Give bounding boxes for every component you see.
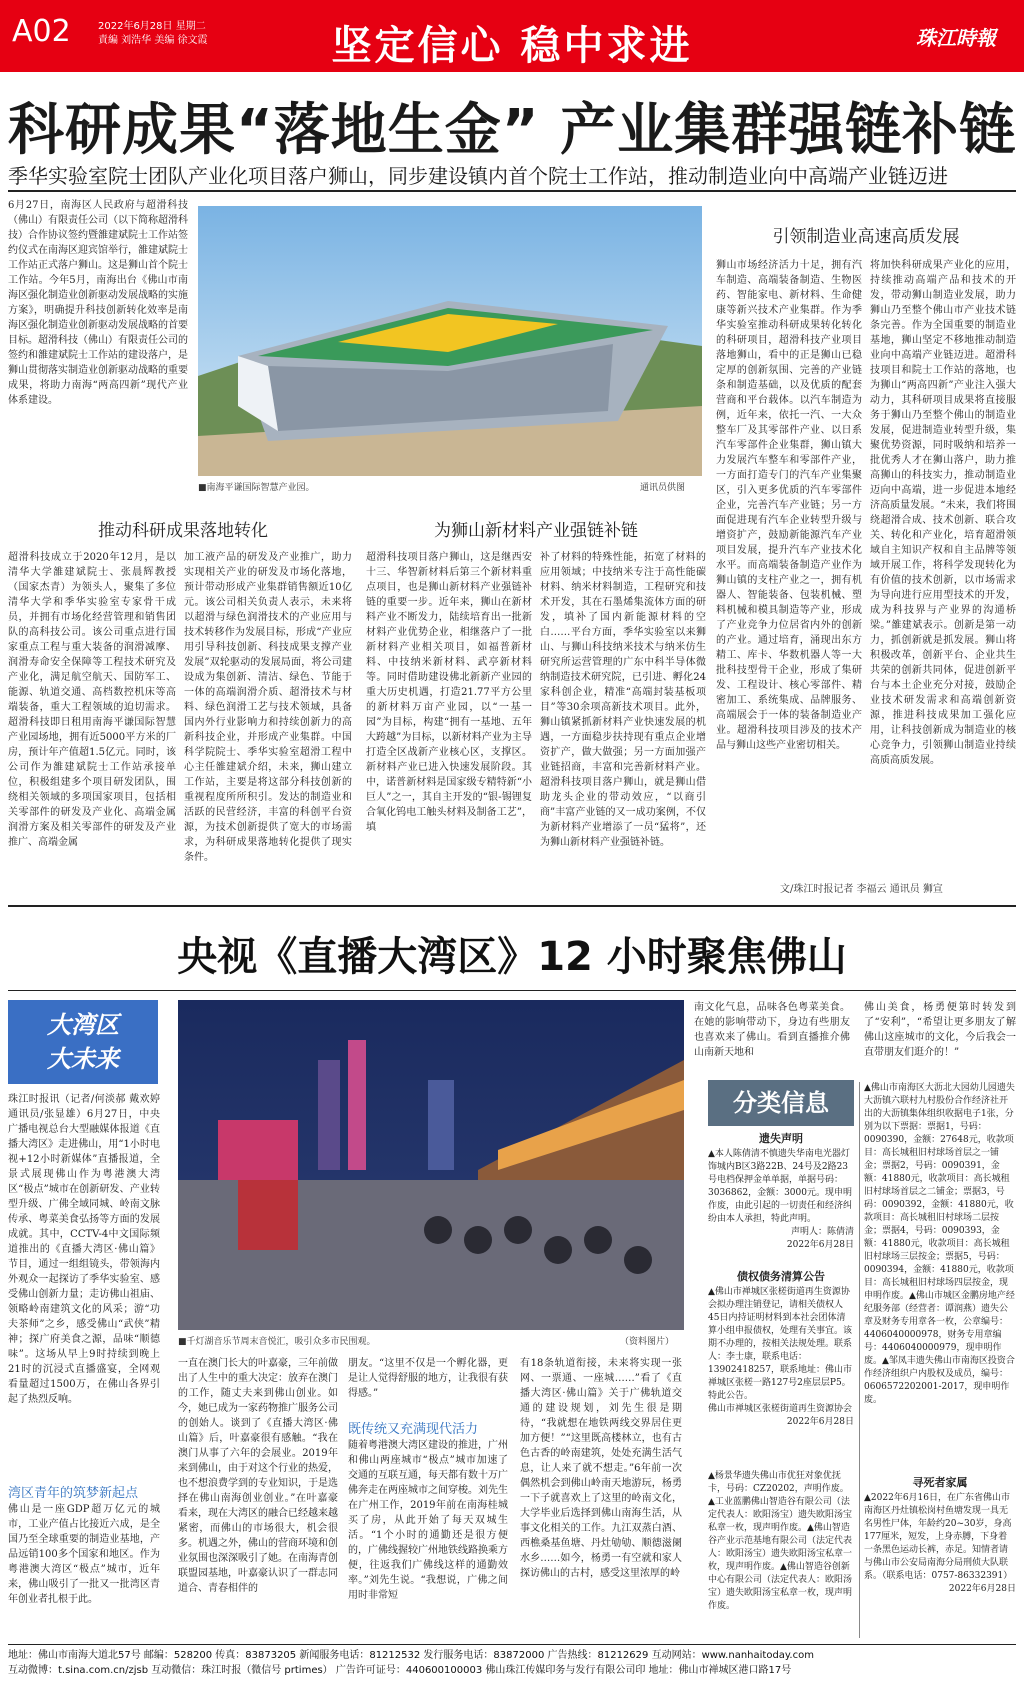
body-text: 将加快科研成果产业化的应用，持续推动高端产品和技术的开发，带动狮山制造业发展，助力狮山乃至整个佛山市产业技术链条完善。作为全国重要的制造业基地，狮山坚定不移地推动制造业向中高端产业链迈进。超滑科技项目和院士工作站的落地，也为狮山“两高四新”产业注入强大动力，其科研项目成果将直接服务于狮山乃至整个佛山的制造业发展，促进制造业转型升级，集聚优势资源，同时吸纳和培养一批优秀人才在狮山落户，助力推高狮山的科技实力，推动制造业迈向中高端，进一步促进本地经济高质量发展。“未来，我们将围绕超滑合成、技术创新、联合攻关、转化和产业化，培育超滑领域自主知识产权和自主品牌等领域开展工作，将科学发现转化为有价值的技术创新，以市场需求为导向进行应用型技术的开发，成为科技界与产业界的沟通桥梁。”雒建斌表示。创新是第一动力，抓创新就是抓发展。狮山将积极改革，创新平台、企业共生共荣的创新共同体，促进创新平台与本土企业充分对接，鼓励企业技术研发需求和高端创新资源，推进科技成果加工强化应用，让科技创新成为制造业的核心竞争力，引领狮山制造业持续高质高质发展。: [870, 260, 1016, 766]
divider: [8, 990, 1016, 991]
masthead: [0, 0, 1024, 72]
section-subtitle: 既传统又充满现代活力: [348, 1422, 479, 1437]
ad-date: 2022年6月28日: [948, 1584, 1016, 1594]
photo-credit: 通讯员供图: [640, 483, 686, 493]
section-subtitle: 湾区青年的筑梦新起点: [8, 1486, 139, 1501]
column-badge: [8, 1000, 158, 1084]
column-divider: [859, 1082, 860, 1638]
building-photo: [198, 206, 702, 476]
body-text: 补了材料的特殊性能，拓宽了材料的应用领域；中技纳米专注于高性能碳材料、纳米材料制造，工程研究和技术开发，其在石墨烯集流体方面的研发，填补了国内新能源材料的空白……平台方面，季华实验室以来狮山、与狮山科技纳米技术与纳米仿生研究所运营管理的广东中科半导体微纳制造技术研究院，已引进、孵化24家科创企业，精准“高端封装基板项目”等30余项高新技术项目。此外，狮山镇紧抓新材料产业快速发展的机遇，一方面稳步扶持现有重点企业增资扩产，做大做强；另一方面加强产业链招商，丰富和完善新材料产业。超滑科技项目落户狮山，就是狮山借助龙头企业的带动效应，“以商引商”丰富产业链的又一成功案例，不仅为新材料产业增添了一员“猛将”，还为狮山新材料产业强链补链。: [540, 552, 706, 848]
section-title: 推动科研成果落地转化: [98, 521, 268, 541]
section-slogan: 坚定信心 稳中求进: [331, 23, 693, 69]
photo-credit: （资料图片）: [620, 1337, 675, 1347]
classified-ad: [864, 1082, 1016, 1470]
classifieds-title: 分类信息: [708, 1080, 854, 1126]
body-text: 超滑科技成立于2020年12月，是以清华大学雒建斌院士、张晨辉教授（国家杰青）为领头人，聚集了多位清华大学和季华实验室专家骨干成员，并拥有市场化经营管理和销售团队的高科技公司。该公司重点进行国家重点工程与重大装备的润滑减摩、润滑寿命安全保障等工程技术研究及产业化，满足航空航天、国防军工、能源、轨道交通、高档数控机床等高端装备，重大工程领域的迫切需求。超滑科技即日租用南海平谦国际智慧产业园场地，拥有近5000平方米的厂房，预计年产值超1.5亿元。同时，该公司作为雒建斌院士工作站承接单位，积极组建多个项目研发团队，围绕相关领域的多项国家项目，包括相关零部件的研发及产业化、高端金属润滑方案及相关零部件的研发及产业推广、高端金属: [8, 552, 176, 848]
section-title: 为狮山新材料产业强链补链: [434, 521, 638, 541]
divider: [8, 905, 1016, 907]
building-illustration: [198, 206, 702, 476]
ad-body: ▲佛山市南海区大沥北大园幼儿园遗失大沥镇六联村九村股份合作经济社开出的大沥镇集体组织收据电子1张，分别为以下票据：票据1，号码：0090390，金额：27648元，收款项目：高长城租旧村球场首层之一铺金；票据2，号码：0090391，金额：41880元，收款项目：高长城租旧村球场首层之二铺金；票据3，号码：0090392，金额：41880元，收款项目：高长城租旧村球场二层按金；票据4，号码：0090393，金额：41880元，收款项目：高长城租旧村球场三层按金；票据5，号码：0090394，金额：41880元，收款项目：高长城租旧村球场四层按金，现申明作废。▲佛山市城区金鹏房地产经纪服务部（经营者：谭润燕）遗失公章及财务专用章各一枚，公章编号：4406040000978，财务专用章编号：4406040000979，现申明作废。▲邹凤丰遗失佛山市南海区投资合作经济组织户内股权及成员，编号：0606572202001-2017，现申明作废。: [864, 1083, 1015, 1405]
classified-ad: [864, 1476, 1016, 1640]
body-text: 珠江时报讯（记者/何淡郝 戴欢婷 通讯员/张显雄）6月27日，中央广播电视总台大型融媒体报道《直播大湾区》走进佛山，用“1小时电视+12小时新媒体”直播报道，全景式展现佛山作为粤港澳大湾区“极点”城市在创新研发、产业转型升级、广佛全域同城、岭南文脉传承、粤菜美食弘扬等方面的发展成就。其中，CCTV-4中文国际频道推出的《直播大湾区·佛山篇》节目，通过一组组镜头，带领海内外观众一起探访了季华实验室、感受佛山创新力量；走访佛山祖庙、领略岭南建筑文化的风采；游“功夫茶师”之乡，感受佛山“武侠”精神；探广府美食之源，品味“顺德味”。这场从早上9时持续到晚上21时的沉浸式直播盛宴，全网观看量超过1500万，在佛山各界引起了热烈反响。: [8, 1094, 160, 1405]
ad-title: 债权债务清算公告: [737, 1270, 825, 1283]
footer: [8, 1648, 1016, 1678]
body-text: 佛山美食，杨勇便第时转发到了“安利”，“希望让更多朋友了解佛山这座城市的文化，今后我会一直带朋友们逛介的！”: [864, 1002, 1016, 1058]
body-text: 加工液产品的研发及产业推广，助力实现相关产业的研发及市场化落地，预计带动形成产业集群销售额近10亿元。该公司相关负责人表示，未来将以超滑与绿色润滑技术的产业应用与技术转移作为发展目标，形成“产业应用引导科技创新、科技成果支撑产业发展”双轮驱动的发展局面，将公司建设成为集创新、清洁、绿色、节能于一体的高端润滑介质、超滑技术与材料、绿色润滑工艺与技术领域，具备国内外行业影响力和持续创新力的高新科技企业，并形成产业集群。中国科学院院士、季华实验室超滑工程中心主任雒建斌介绍，未来，狮山建立工作站，主要是将这部分科技创新的重视程度所所积引。发达的制造业和活跃的民营经济，丰富的科创平台资源，为技术创新提供了宽大的市场需求，为科研成果落地转化提供了现实条件。: [184, 552, 352, 863]
editors-line: 責編 刘浩华 美编 徐文霞: [98, 35, 208, 46]
body-text: 狮山市场经济活力十足，拥有汽车制造、高端装备制造、生物医药、智能家电、新材料、生命健康等新兴技术产业集群。作为季华实验室推动科研成果转化转化的科研项目，超滑科技产业项目落地狮山，看中的正是狮山已稳定厚的创新氛围、完善的产业链条和制造基础，以及优质的配套营商和平台载体。以汽车制造为例，近年来，依托一汽、一大众整车厂及其零部件产业、以日系汽车零部件企业集群，狮山镇大力发展汽车整车和零部件产业，一方面打造专门的汽车产业集聚区，引入更多优质的汽车零部件企业，完善汽车产业链；另一方面促进现有汽车企业转型升级与增资扩产，鼓励新能源汽车产业项目发展，提升汽车产业技术化水平。而高端装备制造产业作为狮山镇的支柱产业之一，拥有机器人、智能装备、包装机械、塑料机械和模具制造等产业，形成了产业竞争力位居省内外的创新的产业。通过培育，涌现出东方精工、库卡、华数机器人等一大批科技型骨干企业，形成了集研发、工程设计、核心零部件、精密加工、系统集成、品牌服务、高端展会于一体的装备制造业产业。超滑科技项目涉及的技术产品与狮山这些产业密切相关。: [716, 260, 862, 751]
divider: [8, 190, 1016, 192]
badge-line: 大湾区: [47, 1011, 119, 1039]
divider: [8, 1644, 1016, 1645]
body-text: 佛山是一座GDP超万亿元的城市，工业产值占比接近六成，是全国乃至全球重要的制造业基地，产品远销100多个国家和地区。作为粤港澳大湾区“极点”城市，近年来，佛山吸引了一批又一批湾区青年创业者扎根于此。: [8, 1504, 160, 1605]
body-text: 南文化气息，品味各色粤菜美食。在她的影响带动下，身边有些朋友也喜欢来了佛山。看到直播推介佛山南新天地和: [694, 1002, 850, 1058]
body-text: 朋友。“这里不仅是一个孵化器，更是让人觉得舒服的地方，让我很有获得感。”: [348, 1358, 508, 1399]
classified-ad: [708, 1132, 854, 1264]
badge-line: 大未来: [47, 1045, 119, 1073]
classified-ad: [708, 1470, 854, 1640]
photo-caption: ■千灯湖音乐节周末音悦汇，吸引众多市民围观。: [178, 1337, 376, 1347]
ad-body: ▲杨景华遗失佛山市优狂对象优抚卡，号码：CZ20202，声明作废。▲工业蓝鹏佛山智造谷有限公司（法定代表人：欧阳汤宝）遗失欧阳汤宝私章一枚，现声明作废。▲佛山智造谷产业示范基地有限公司（法定代表人：欧阳汤宝）遗失欧阳汤宝私章一枚，现声明作废。▲佛山智造谷创新中心有限公司（法定代表人：欧阳汤宝）遗失欧阳汤宝私章一枚，现声明作废。: [708, 1471, 853, 1611]
date-line: 2022年6月28日 星期二: [98, 21, 206, 32]
night-concert-photo: [178, 1000, 684, 1330]
section-title: 引领制造业高速高质发展: [772, 227, 960, 247]
body-text: 随着粤港澳大湾区建设的推进，广州和佛山两座城市“极点”城市加速了交通的互联互通，每天都有数十万广佛奔走在两座城市之间穿梭。刘先生在广州工作，2019年前在南海桂城买了房，从此开始了每天双城生活。“1个小时的通勤还是很方便的，广佛线握较广州地铁线路换乘方便，往返我们广佛线这样的通勤效率。”刘先生说。“我想说，广佛之间用时非常短: [348, 1440, 508, 1601]
ad-title: 寻死者家属: [912, 1476, 968, 1489]
footer-publisher-line: 互动微博：t.sina.com.cn/zjsb 互动微信：珠江时报（微信号 prtimes） 广告许可证号：440600100003 佛山珠江传媒印务与发行有限公司印 地址：佛山市禅城区港口路17号: [8, 1665, 792, 1676]
body-text: 超滑科技项目落户狮山，这是继西安十三、华智新材料后第三个新材料重点项目，也是狮山新材料产业强链补链的重要一步。近年来，狮山在新材料产业不断发力，陆续培育出一批新材料产业优势企业，相继落户了一批新材料产业相关项目，如福普新材料、中技纳米新材料、武亭新材料等。同时借助建设佛北新新产业园的重大历史机遇，打造21.77平方公里的新材料万亩产业园，以“一基一园”为目标，构建“拥有一基地、五年大跨越”为目标，以新材料产业为主导打造全区战新产业核心区，支撑区。新材料产业已进入快速发展阶段。其中，诺普新材料是国家级专精特新“小巨人”之一，其自主开发的“银-锡锂复合氧化钨电工触头材料及制备工艺”，填: [366, 552, 532, 833]
ad-title: 遗失声明: [759, 1132, 803, 1145]
ad-sign: 声明人：陈倩清: [790, 1227, 854, 1237]
body-text: 一直在澳门长大的叶嘉豪，三年前做出了人生中的重大决定：放弃在澳门的工作，随丈夫来到佛山创业。如今，她已成为一家药物推广服务公司的创始人。谈到了《直播大湾区·佛山篇》后，叶嘉豪很有感触。“我在澳门从事了六年的会展业。2019年来到佛山，由于对这个行业的热爱，也不想浪费学到的专业知识，于是选择在佛山南海创业创业。”在叶嘉豪看来，现在大湾区的融合已经越来越紧密，而佛山的市场很大，机会很多。机遇之外，佛山的营商环境和创业氛围也深深吸引了她。在南海青创联盟园基地，叶嘉豪认识了一群志同道合、青春相伴的: [178, 1358, 338, 1594]
ad-date: 2022年6月28日: [786, 1240, 854, 1250]
headline: 科研成果“落地生金” 产业集群强链补链: [8, 98, 1017, 163]
page-number: A02: [12, 14, 71, 49]
ad-body: ▲佛山市禅城区张槎街道再生资源协会拟办理注销登记，请相关债权人45日内持证明材料到本社会团体清算小组申报债权，处理有关事宜。该期不办理的，按相关法规处理。联系人：李士康，联系电话：13902418257，联系地址：佛山市禅城区张槎一路127号2座层层P5。特此公告。: [708, 1287, 853, 1401]
night-scene-illustration: [178, 1000, 684, 1330]
subheadline: 季华实验室院士团队产业化项目落户狮山，同步建设镇内首个院士工作站，推动制造业向中高端产业链迈进: [8, 164, 948, 188]
newspaper-logo: 珠江時報: [916, 26, 996, 50]
body-text: 有18条轨道衔接，未来将实现一张网、一票通、一座城……”看了《直播大湾区·佛山篇》关于广佛轨道交通的建设规划，刘先生很是期待，“我就想在地铁两线交界居住更加方便！”“这里既高楼林立，也有古色古香的岭南建筑，处处充满生活气息，让人来了就不想走。”6年前一次偶然机会到佛山岭南天地游玩，杨勇一下子就喜欢上了这里的岭南文化，大学毕业后选择到佛山南海生活，从事文化相关的工作。九江双蒸白酒、西樵桑基鱼塘、丹灶劬劬、顺德滋阑水乡……如今，杨勇一有空就和家人探访佛山的古村，感受这里浓厚的岭: [520, 1358, 682, 1579]
byline: 文/珠江时报记者 李福云 通讯员 狮宣: [780, 884, 943, 895]
photo-caption: ■南海平谦国际智慧产业园。: [198, 483, 315, 493]
ad-body: ▲2022年6月16日，在广东省佛山市南海区丹灶镇松岗村鱼塘发现一具无名男性尸体，年龄约20~30岁，身高177厘米，短发，上身赤膊，下身着一条黑色运动长裤，赤足。知情者请与佛山市公安局南海分局刑侦大队联系。（联系电话：0757-86332391）: [864, 1493, 1013, 1581]
ad-sign: 佛山市禅城区张槎街道再生资源协会: [708, 1404, 853, 1414]
intro-text: 6月27日，南海区人民政府与超滑科技（佛山）有限责任公司（以下简称超滑科技）合作协议签约暨雒建斌院士工作站签约仪式在南海区迎宾馆举行，雒建斌院士工作站正式落户狮山。这是狮山首个院士工作站。今年5月，南海出台《佛山市南海区强化制造业创新驱动发展战略的实施方案》，明确提升科技创新转化效率是南海区强化制造业创新驱动发展战略的首要目标。超滑科技（佛山）有限责任公司的签约和雒建斌院士工作站的建设落户，是狮山贯彻落实制造业创新驱动战略的重要成果，将助力南海“两高四新”现代产业体系建设。: [8, 200, 188, 406]
headline: 央视《直播大湾区》12 小时聚焦佛山: [177, 934, 847, 980]
footer-contact-line: 地址：佛山市南海大道北57号 邮编：528200 传真：83873205 新闻服务电话：81212532 发行服务电话：83872000 广告热线：81212629 互动网站：www.nanhaitoday.com: [8, 1650, 814, 1661]
classified-ad: [708, 1270, 854, 1464]
ad-date: 2022年6月28日: [786, 1417, 854, 1427]
ad-body: ▲本人陈倩清不慎遗失华南电光器灯饰城内B区3路22B、24号及2路23号电档保押金单单据，单据号码：3036862，金额：3000元。现申明作废，由此引起的一切责任和经济纠纷由本人承担，特此声明。: [708, 1149, 853, 1224]
